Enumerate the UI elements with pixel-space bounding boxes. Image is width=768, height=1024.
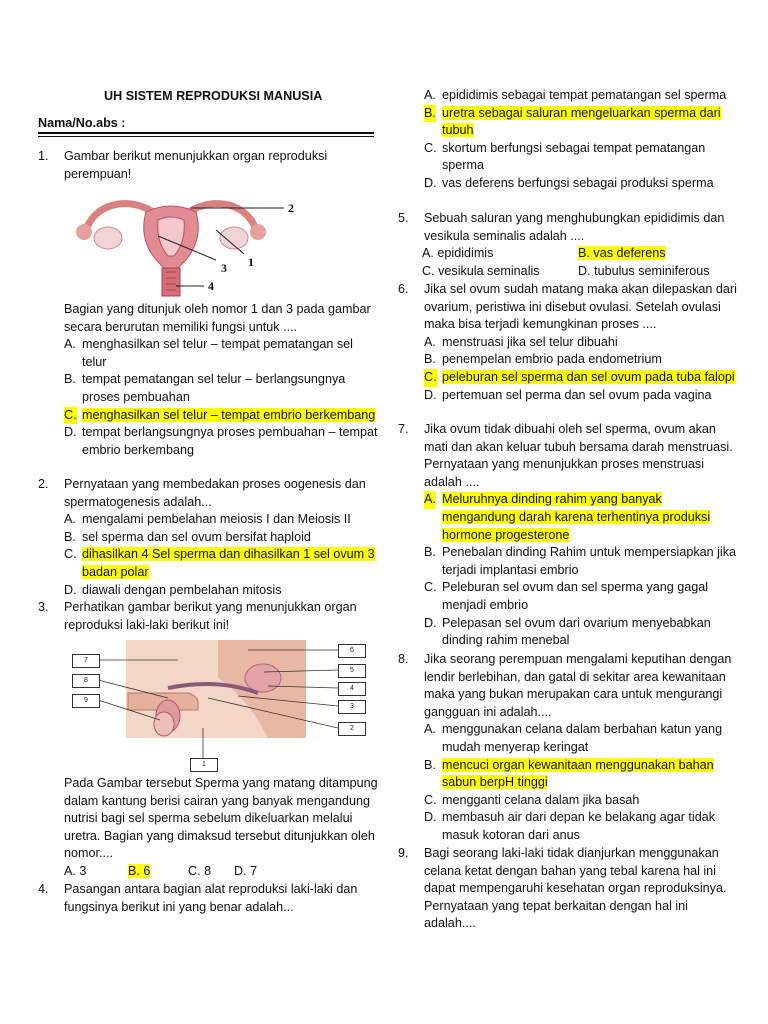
diagram-label: 2 — [288, 201, 294, 215]
option-text: skortum berfungsi sebagai tempat pematangan sperma — [442, 140, 706, 173]
option-text: Pelepasan sel ovum dari ovarium menyebabkan dinding rahim menebal — [442, 615, 711, 648]
question-number: 7. — [398, 422, 409, 436]
option-b[interactable] — [128, 863, 188, 881]
option-text: penempelan embrio pada endometrium — [442, 352, 662, 367]
option-text: mengalami pembelahan meiosis I dan Meiosis II — [82, 512, 351, 527]
option-c[interactable] — [188, 863, 234, 881]
option-a[interactable] — [424, 491, 738, 544]
question-6 — [398, 281, 738, 404]
option-text: mengganti celana dalam jika basah — [442, 792, 640, 807]
option-letter: C. — [424, 369, 437, 387]
option-text: Peleburan sel ovum dan sel sperma yang gagal menjadi embrio — [442, 580, 709, 612]
option-letter: D. — [64, 425, 77, 440]
options-row-2 — [422, 263, 738, 281]
question-text: Sebuah saluran yang menghubungkan epididimis dan vesikula seminalis adalah .... — [424, 211, 725, 243]
option-d[interactable] — [424, 809, 738, 844]
option-text: menghasilkan sel telur – tempat pematangan sel telur — [82, 337, 353, 369]
option-text-highlighted: dihasilkan 4 Sel sperma dan dihasilkan 1 sel ovum 3 badan polar — [82, 547, 375, 579]
option-letter: D. — [234, 863, 247, 878]
option-c[interactable] — [422, 263, 578, 281]
option-b[interactable] — [64, 371, 378, 406]
question-text: Pasangan antara bagian alat reproduksi laki-laki dan fungsinya berikut ini yang benar adalah... — [64, 882, 358, 914]
option-d[interactable] — [424, 387, 738, 405]
option-letter: C. — [422, 263, 435, 278]
option-letter: A. — [64, 337, 76, 352]
option-text: 8 — [204, 863, 212, 878]
label-box: 7 — [72, 654, 100, 668]
option-d[interactable] — [64, 582, 378, 600]
question-number: 1. — [38, 149, 49, 163]
question-number: 3. — [38, 600, 49, 614]
diagram-label: 3 — [221, 261, 227, 275]
option-d[interactable] — [234, 863, 284, 881]
option-letter: D. — [424, 810, 437, 825]
question-4-options — [398, 87, 738, 193]
option-d[interactable] — [64, 424, 378, 459]
option-letter: D. — [424, 175, 437, 190]
label-box: 5 — [338, 664, 366, 678]
diagram-label: 4 — [208, 279, 214, 293]
option-letter: C. — [188, 863, 201, 878]
option-text: 7 — [250, 863, 258, 878]
option-text-highlighted: mencuci organ kewanitaan menggunakan bahan sabun berpH tinggi — [442, 757, 714, 790]
option-text: 3 — [79, 863, 87, 878]
option-letter: C. — [64, 407, 77, 425]
question-number: 6. — [398, 282, 409, 296]
option-text: Penebalan dinding Rahim untuk mempersiapkan jika terjadi implantasi embrio — [442, 545, 737, 577]
question-4 — [38, 881, 378, 916]
question-2 — [38, 476, 378, 599]
question-stem: Bagian yang ditunjuk oleh nomor 1 dan 3 pada gambar secara berurutan memiliki fungsi untuk .... — [64, 302, 371, 334]
option-d[interactable] — [578, 263, 710, 281]
label-box: 8 — [72, 674, 100, 688]
option-b[interactable] — [424, 351, 738, 369]
option-d[interactable] — [424, 615, 738, 650]
options-row-1 — [422, 245, 738, 263]
option-letter: A. — [424, 722, 436, 737]
question-3-stem — [38, 775, 378, 881]
question-number: 8. — [398, 652, 409, 666]
option-text: epididimis — [437, 246, 494, 261]
option-c[interactable] — [64, 546, 378, 581]
option-a[interactable] — [424, 721, 738, 756]
option-a[interactable] — [64, 863, 128, 881]
question-3 — [38, 599, 378, 634]
option-a[interactable] — [424, 87, 738, 105]
option-b[interactable] — [578, 245, 666, 263]
option-b[interactable] — [64, 529, 378, 547]
option-text-highlighted: vas deferens — [593, 246, 666, 261]
header-rule — [38, 132, 374, 134]
male-reproductive-diagram — [68, 638, 368, 773]
female-reproductive-diagram — [66, 190, 296, 298]
question-text: Bagi seorang laki-laki tidak dianjurkan menggunakan celana ketat dengan bahan yang tebal karena hal ini dapat mempengaruhi kesehatan organ reproduksinya. Pernyataan yang tepat berkaitan dengan hal ini adalah.... — [424, 846, 727, 931]
option-letter: D. — [64, 582, 77, 597]
label-box: 1 — [190, 758, 218, 772]
question-text: Pernyataan yang membedakan proses oogenesis dan spermatogenesis adalah... — [64, 477, 366, 509]
question-text: Jika seorang perempuan mengalami keputihan dengan lendir berlebihan, dan gatal di sekitar area kewanitaan maka yang bukan merupakan cara untuk mengurangi gangguan ini adalah.... — [424, 652, 732, 719]
question-stem: Pada Gambar tersebut Sperma yang matang ditampung dalam kantung berisi cairan yang banyak mengandung nutrisi bagi sel sperma sebelum dikeluarkan melalui uretra. Bagian yang dimaksud tersebut ditunjukkan oleh nomor.... — [64, 776, 378, 861]
question-number: 2. — [38, 477, 49, 491]
option-text: membasuh air dari depan ke belakang agar tidak masuk kotoran dari anus — [442, 810, 716, 842]
label-box: 3 — [338, 700, 366, 714]
option-a[interactable] — [64, 511, 378, 529]
option-letter: B. — [578, 246, 590, 261]
diagram-label: 1 — [248, 255, 254, 269]
option-letter: A. — [424, 491, 436, 509]
question-1 — [38, 148, 378, 183]
question-number: 4. — [38, 882, 49, 896]
option-letter: B. — [424, 757, 436, 772]
option-text: pertemuan sel perma dan sel ovum pada vagina — [442, 387, 712, 402]
option-c[interactable] — [424, 579, 738, 614]
label-box: 9 — [72, 694, 100, 708]
option-letter: A. — [422, 246, 434, 261]
option-b[interactable] — [424, 544, 738, 579]
question-number: 5. — [398, 211, 409, 225]
header-rule-thin — [38, 136, 374, 137]
option-letter: B. — [424, 545, 436, 560]
question-number: 9. — [398, 846, 409, 860]
option-letter: C. — [424, 140, 437, 155]
option-letter: D. — [424, 615, 437, 630]
option-letter: A. — [64, 863, 76, 878]
option-letter: A. — [424, 88, 436, 102]
option-letter: C. — [64, 547, 77, 562]
option-letter: B. — [424, 105, 436, 123]
option-text-highlighted: 6 — [143, 863, 151, 878]
option-text: tempat berlangsungnya proses pembuahan – tempat embrio berkembang — [82, 425, 378, 457]
option-letter: B. — [424, 352, 436, 367]
option-text: sel sperma dan sel ovum bersifat haploid — [82, 529, 311, 544]
option-letter: B. — [64, 529, 76, 544]
uterus-illustration — [66, 190, 296, 298]
male-organ-illustration — [68, 638, 368, 773]
option-d[interactable] — [424, 175, 738, 193]
option-c[interactable] — [424, 369, 738, 387]
option-a[interactable] — [422, 245, 578, 263]
option-letter: B. — [128, 863, 140, 878]
option-text-highlighted: Meluruhnya dinding rahim yang banyak mengandung darah karena terhentinya produksi hormone progesterone — [442, 492, 711, 542]
option-letter: A. — [424, 334, 436, 349]
option-text: vesikula seminalis — [438, 263, 540, 278]
question-text: Jika sel ovum sudah matang maka akan dilepaskan dari ovarium, peristiwa ini disebut ovulasi. Setelah ovulasi maka bisa terjadi kemungkinan proses .... — [424, 282, 737, 332]
option-a[interactable] — [64, 336, 378, 371]
option-letter: D. — [424, 387, 437, 402]
option-letter: C. — [424, 792, 437, 807]
option-letter: C. — [424, 580, 437, 595]
option-text-highlighted: peleburan sel sperma dan sel ovum pada tuba falopi — [442, 369, 735, 384]
option-text: menggunakan celana dalam berbahan katun yang mudah menyerap keringat — [442, 722, 723, 754]
option-text: vas deferens berfungsi sebagai produksi sperma — [442, 175, 714, 190]
option-b[interactable] — [424, 757, 738, 792]
page-title: UH SISTEM REPRODUKSI MANUSIA — [104, 89, 323, 103]
option-text: epididimis sebagai tempat pematangan sel sperma — [442, 88, 727, 102]
name-label: Nama/No.abs : — [38, 116, 126, 130]
option-text-highlighted: menghasilkan sel telur – tempat embrio berkembang — [82, 407, 376, 422]
option-text: menstruasi jika sel telur dibuahi — [442, 334, 618, 349]
option-c[interactable] — [424, 792, 738, 810]
question-7 — [398, 421, 738, 650]
label-box: 2 — [338, 722, 366, 736]
option-c[interactable] — [64, 407, 378, 425]
option-text-highlighted: uretra sebagai saluran mengeluarkan sperma dari tubuh — [442, 105, 721, 138]
question-5 — [398, 210, 738, 280]
label-box: 4 — [338, 682, 366, 696]
option-letter: D. — [578, 263, 591, 278]
question-text: Gambar berikut menunjukkan organ reproduksi perempuan! — [64, 149, 328, 181]
question-1-stem — [38, 301, 378, 459]
option-letter: A. — [64, 512, 76, 527]
option-text: diawali dengan pembelahan mitosis — [82, 582, 282, 597]
option-letter: B. — [64, 372, 76, 387]
option-text: tubulus seminiferous — [594, 263, 710, 278]
option-a[interactable] — [424, 334, 738, 352]
options-row — [64, 863, 378, 881]
question-text: Perhatikan gambar berikut yang menunjukkan organ reproduksi laki-laki berikut ini! — [64, 600, 357, 632]
option-b[interactable] — [424, 105, 738, 140]
label-box: 6 — [338, 644, 366, 658]
question-8 — [398, 651, 738, 845]
option-text: tempat pematangan sel telur – berlangsungnya proses pembuahan — [82, 372, 346, 404]
question-9 — [398, 845, 738, 933]
option-c[interactable] — [424, 140, 738, 175]
question-text: Jika ovum tidak dibuahi oleh sel sperma, ovum akan mati dan akan keluar tubuh bersama darah menstruasi. Pernyataan yang menunjukkan proses menstruasi adalah .... — [424, 422, 733, 489]
